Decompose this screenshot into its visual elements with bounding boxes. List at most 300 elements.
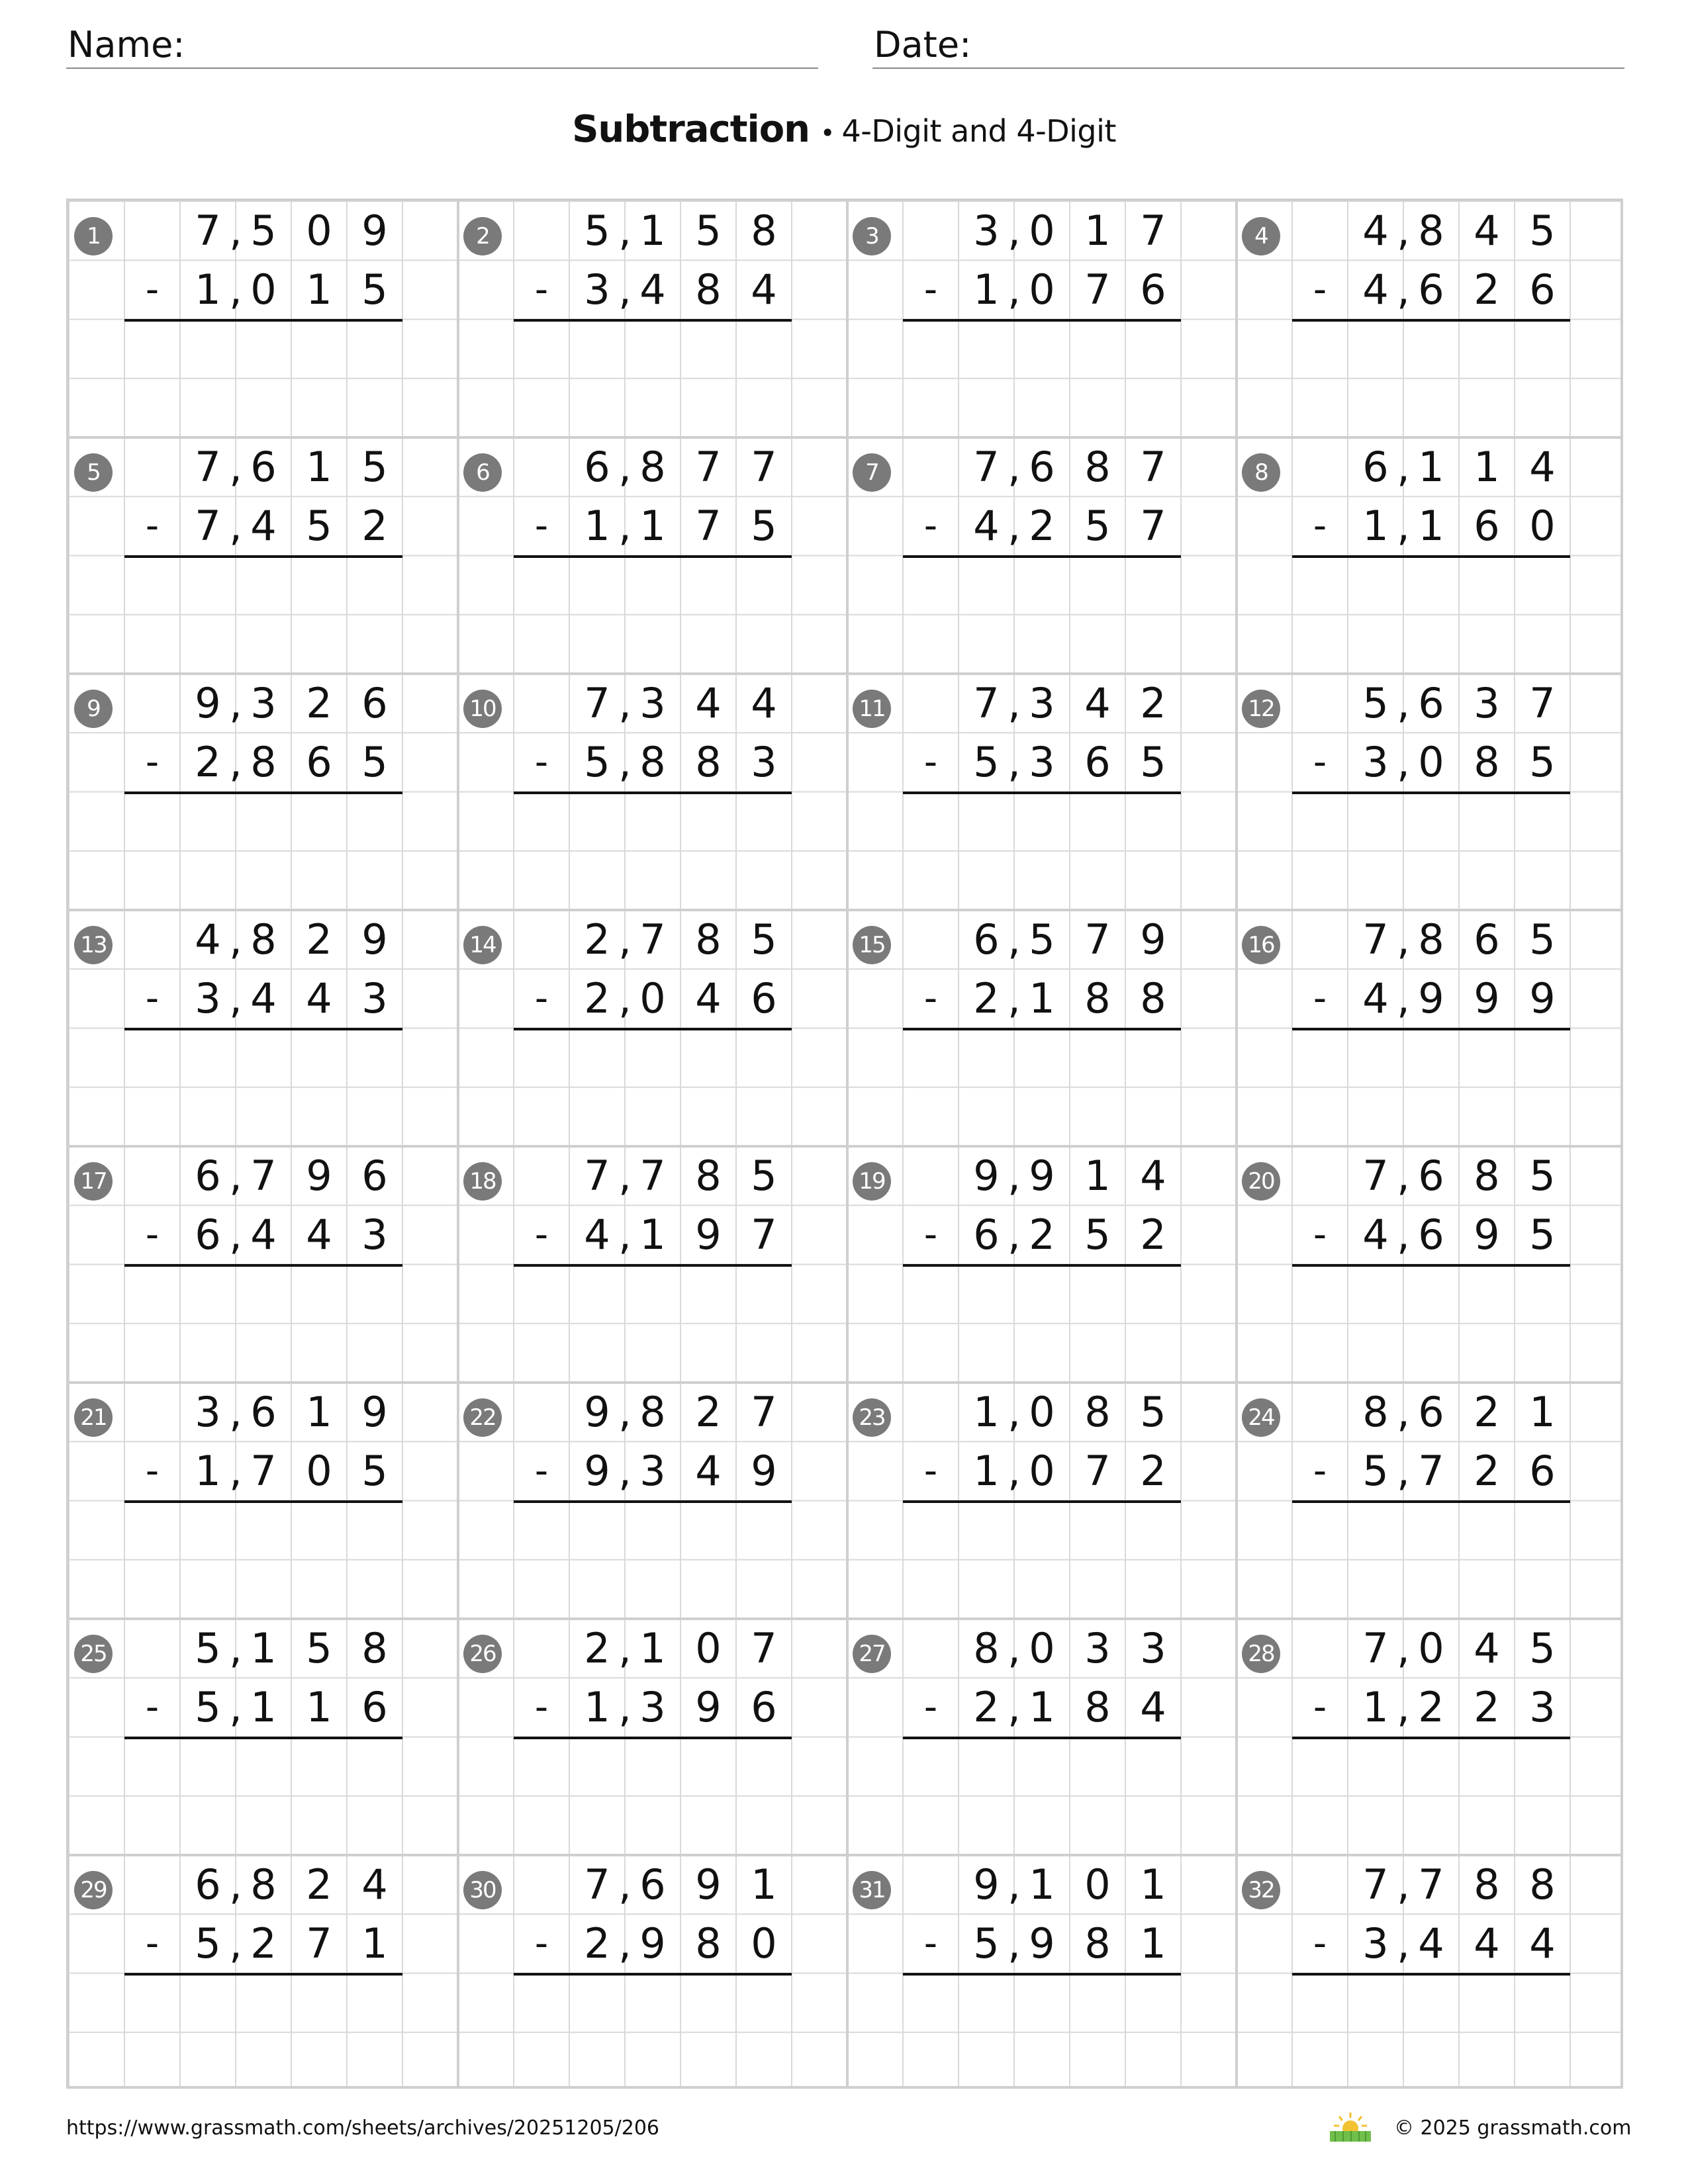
digit: 5: [1084, 1210, 1111, 1259]
title-main: Subtraction: [572, 108, 810, 151]
thousands-comma: ,: [618, 1447, 632, 1495]
minuend-row: [124, 1855, 402, 1914]
digit: 5: [1029, 915, 1055, 964]
digit: 3: [584, 265, 610, 314]
subtrahend-row: [124, 969, 402, 1030]
thousands-comma: ,: [618, 1683, 632, 1731]
problem-4: [1237, 201, 1626, 437]
subtrahend-row: [903, 969, 1181, 1030]
digit: 3: [195, 1388, 221, 1436]
digit: 7: [1084, 265, 1111, 314]
minus-sign: -: [1313, 268, 1327, 311]
digit: 1: [973, 265, 1000, 314]
problem-number-badge: 3: [853, 217, 891, 255]
date-label: Date:: [874, 24, 972, 66]
digit: 4: [639, 265, 666, 314]
subtrahend-row: [124, 1914, 402, 1976]
thousands-comma: ,: [229, 443, 242, 491]
minuend-row: [903, 1383, 1181, 1441]
digit: 1: [1029, 1683, 1055, 1731]
digit: 0: [1529, 502, 1556, 550]
problem-number-badge: 5: [74, 453, 113, 492]
digit: 8: [1529, 1860, 1556, 1909]
problem-21: [69, 1383, 458, 1619]
digit: 7: [1418, 1447, 1444, 1495]
digit: 1: [195, 1447, 221, 1495]
subtrahend-row: [1292, 496, 1570, 558]
digit: 1: [306, 443, 332, 491]
digit: 9: [973, 1152, 1000, 1200]
thousands-comma: ,: [1008, 1447, 1021, 1495]
thousands-comma: ,: [1397, 915, 1410, 964]
digit: 4: [306, 1210, 332, 1259]
thousands-comma: ,: [229, 502, 242, 550]
digit: 9: [751, 1447, 777, 1495]
digit: 7: [1362, 1624, 1389, 1672]
problem-number-badge: 26: [463, 1635, 502, 1673]
digit: 5: [584, 738, 610, 786]
digit: 2: [1140, 1447, 1166, 1495]
digit: 9: [1029, 1152, 1055, 1200]
digit: 6: [195, 1860, 221, 1909]
digit: 0: [639, 974, 666, 1023]
digit: 3: [1029, 738, 1055, 786]
thousands-comma: ,: [1008, 265, 1021, 314]
minuend-row: [124, 1146, 402, 1205]
minus-sign: -: [534, 268, 549, 311]
digit: 2: [1029, 502, 1055, 550]
digit: 2: [973, 1683, 1000, 1731]
digit: 5: [361, 1447, 388, 1495]
digit: 4: [361, 1860, 388, 1909]
problem-8: [1237, 437, 1626, 674]
digit: 7: [695, 502, 722, 550]
subtrahend-row: [514, 969, 792, 1030]
digit: 7: [973, 679, 1000, 727]
thousands-comma: ,: [1008, 738, 1021, 786]
thousands-comma: ,: [618, 1152, 632, 1200]
thousands-comma: ,: [229, 915, 242, 964]
digit: 5: [1529, 915, 1556, 964]
digit: 0: [1084, 1860, 1111, 1909]
minus-sign: -: [145, 504, 160, 547]
thousands-comma: ,: [1008, 915, 1021, 964]
digit: 3: [1029, 679, 1055, 727]
digit: 1: [1084, 206, 1111, 255]
digit: 0: [250, 265, 277, 314]
digit: 6: [1474, 915, 1500, 964]
minuend-row: [124, 1383, 402, 1441]
digit: 7: [584, 679, 610, 727]
problem-number-badge: 12: [1242, 690, 1280, 728]
digit: 4: [1418, 1919, 1444, 1968]
minus-sign: -: [145, 977, 160, 1020]
subtrahend-row: [124, 260, 402, 322]
digit: 9: [695, 1683, 722, 1731]
minuend-row: [1292, 437, 1570, 496]
digit: 8: [1418, 915, 1444, 964]
digit: 1: [1084, 1152, 1111, 1200]
digit: 4: [751, 679, 777, 727]
digit: 1: [361, 1919, 388, 1968]
digit: 6: [973, 915, 1000, 964]
problem-number-badge: 17: [74, 1162, 113, 1201]
digit: 9: [1140, 915, 1166, 964]
thousands-comma: ,: [618, 206, 632, 255]
digit: 5: [195, 1683, 221, 1731]
digit: 6: [1418, 1388, 1444, 1436]
digit: 7: [584, 1860, 610, 1909]
digit: 9: [695, 1210, 722, 1259]
digit: 6: [250, 1388, 277, 1436]
digit: 3: [1140, 1624, 1166, 1672]
digit: 2: [584, 974, 610, 1023]
digit: 4: [250, 974, 277, 1023]
thousands-comma: ,: [618, 679, 632, 727]
problem-18: [458, 1146, 847, 1383]
digit: 8: [1418, 206, 1444, 255]
problem-number-badge: 11: [853, 690, 891, 728]
digit: 1: [250, 1624, 277, 1672]
date-field[interactable]: [872, 20, 1624, 69]
digit: 8: [695, 1919, 722, 1968]
problem-28: [1237, 1619, 1626, 1855]
digit: 3: [1474, 679, 1500, 727]
name-field[interactable]: [66, 20, 818, 69]
thousands-comma: ,: [229, 1624, 242, 1672]
title-subtitle: 4-Digit and 4-Digit: [841, 113, 1116, 149]
digit: 4: [695, 974, 722, 1023]
digit: 4: [1362, 974, 1389, 1023]
digit: 0: [695, 1624, 722, 1672]
digit: 9: [695, 1860, 722, 1909]
subtrahend-row: [903, 496, 1181, 558]
digit: 1: [1362, 1683, 1389, 1731]
minus-sign: -: [1313, 1213, 1327, 1256]
digit: 5: [361, 443, 388, 491]
thousands-comma: ,: [1008, 1919, 1021, 1968]
digit: 7: [1140, 206, 1166, 255]
subtrahend-row: [903, 1914, 1181, 1976]
problem-13: [69, 910, 458, 1146]
digit: 1: [1362, 502, 1389, 550]
digit: 2: [1140, 1210, 1166, 1259]
digit: 6: [1474, 502, 1500, 550]
digit: 1: [639, 1624, 666, 1672]
minus-sign: -: [923, 977, 938, 1020]
problem-number-badge: 19: [853, 1162, 891, 1201]
digit: 6: [195, 1210, 221, 1259]
digit: 1: [639, 1210, 666, 1259]
thousands-comma: ,: [229, 738, 242, 786]
digit: 9: [639, 1919, 666, 1968]
problem-26: [458, 1619, 847, 1855]
subtrahend-row: [1292, 1205, 1570, 1267]
minus-sign: -: [145, 268, 160, 311]
minus-sign: -: [145, 1922, 160, 1965]
digit: 8: [639, 738, 666, 786]
digit: 4: [584, 1210, 610, 1259]
digit: 5: [695, 206, 722, 255]
subtrahend-row: [514, 260, 792, 322]
digit: 3: [639, 1683, 666, 1731]
minus-sign: -: [1313, 1449, 1327, 1492]
minuend-row: [514, 437, 792, 496]
subtrahend-row: [124, 1678, 402, 1739]
digit: 2: [695, 1388, 722, 1436]
digit: 1: [1529, 1388, 1556, 1436]
digit: 2: [584, 1919, 610, 1968]
digit: 6: [1418, 679, 1444, 727]
digit: 5: [195, 1919, 221, 1968]
digit: 6: [1418, 1210, 1444, 1259]
digit: 7: [1529, 679, 1556, 727]
digit: 4: [695, 679, 722, 727]
digit: 8: [695, 265, 722, 314]
digit: 5: [250, 206, 277, 255]
digit: 2: [1474, 1447, 1500, 1495]
minus-sign: -: [1313, 1922, 1327, 1965]
digit: 1: [1029, 974, 1055, 1023]
thousands-comma: ,: [229, 1683, 242, 1731]
digit: 6: [361, 1152, 388, 1200]
problem-number-badge: 21: [74, 1398, 113, 1437]
digit: 6: [751, 1683, 777, 1731]
digit: 4: [1140, 1683, 1166, 1731]
minus-sign: -: [923, 268, 938, 311]
subtrahend-row: [124, 1205, 402, 1267]
minuend-row: [903, 437, 1181, 496]
thousands-comma: ,: [1008, 974, 1021, 1023]
digit: 2: [361, 502, 388, 550]
digit: 8: [973, 1624, 1000, 1672]
minus-sign: -: [923, 1213, 938, 1256]
digit: 8: [1140, 974, 1166, 1023]
subtrahend-row: [903, 1441, 1181, 1503]
problem-number-badge: 6: [463, 453, 502, 492]
digit: 5: [1529, 1624, 1556, 1672]
digit: 5: [1362, 1447, 1389, 1495]
digit: 9: [584, 1388, 610, 1436]
problem-2: [458, 201, 847, 437]
digit: 7: [250, 1152, 277, 1200]
thousands-comma: ,: [229, 974, 242, 1023]
problem-number-badge: 2: [463, 217, 502, 255]
problem-number-badge: 15: [853, 926, 891, 964]
digit: 3: [639, 1447, 666, 1495]
digit: 4: [1529, 443, 1556, 491]
digit: 7: [751, 1388, 777, 1436]
problem-number-badge: 32: [1242, 1871, 1280, 1909]
digit: 4: [695, 1447, 722, 1495]
digit: 2: [250, 1919, 277, 1968]
thousands-comma: ,: [1008, 1388, 1021, 1436]
digit: 8: [1084, 1919, 1111, 1968]
minuend-row: [514, 201, 792, 260]
digit: 4: [1084, 679, 1111, 727]
minus-sign: -: [145, 1213, 160, 1256]
digit: 6: [195, 1152, 221, 1200]
problem-number-badge: 30: [463, 1871, 502, 1909]
digit: 8: [1474, 1860, 1500, 1909]
subtrahend-row: [1292, 733, 1570, 794]
digit: 3: [1362, 1919, 1389, 1968]
digit: 5: [1529, 738, 1556, 786]
problem-10: [458, 674, 847, 910]
thousands-comma: ,: [229, 679, 242, 727]
digit: 2: [306, 1860, 332, 1909]
problem-22: [458, 1383, 847, 1619]
digit: 5: [1362, 679, 1389, 727]
digit: 6: [306, 738, 332, 786]
thousands-comma: ,: [1008, 679, 1021, 727]
minuend-row: [1292, 1383, 1570, 1441]
digit: 1: [1140, 1919, 1166, 1968]
digit: 7: [751, 443, 777, 491]
digit: 0: [1029, 1447, 1055, 1495]
digit: 4: [195, 915, 221, 964]
digit: 7: [584, 1152, 610, 1200]
digit: 8: [250, 738, 277, 786]
digit: 0: [1029, 265, 1055, 314]
digit: 5: [1084, 502, 1111, 550]
digit: 6: [1529, 1447, 1556, 1495]
digit: 2: [306, 679, 332, 727]
digit: 3: [1529, 1683, 1556, 1731]
subtrahend-row: [1292, 1678, 1570, 1739]
digit: 3: [361, 974, 388, 1023]
digit: 4: [1474, 206, 1500, 255]
digit: 9: [195, 679, 221, 727]
minus-sign: -: [534, 741, 549, 784]
minus-sign: -: [534, 977, 549, 1020]
digit: 5: [1140, 1388, 1166, 1436]
digit: 4: [1362, 206, 1389, 255]
digit: 5: [1529, 1210, 1556, 1259]
subtrahend-row: [1292, 1914, 1570, 1976]
problem-number-badge: 22: [463, 1398, 502, 1437]
thousands-comma: ,: [1397, 1152, 1410, 1200]
digit: 6: [1362, 443, 1389, 491]
minus-sign: -: [923, 1922, 938, 1965]
digit: 2: [1474, 1388, 1500, 1436]
footer-url: https://www.grassmath.com/sheets/archives/20251205/206: [66, 2116, 660, 2140]
subtrahend-row: [903, 260, 1181, 322]
thousands-comma: ,: [229, 1447, 242, 1495]
minuend-row: [1292, 910, 1570, 969]
problem-number-badge: 8: [1242, 453, 1280, 492]
problem-3: [847, 201, 1237, 437]
thousands-comma: ,: [1397, 679, 1410, 727]
digit: 9: [1474, 1210, 1500, 1259]
minus-sign: -: [923, 1686, 938, 1729]
subtrahend-row: [1292, 969, 1570, 1030]
digit: 7: [695, 443, 722, 491]
thousands-comma: ,: [618, 1624, 632, 1672]
digit: 3: [1362, 738, 1389, 786]
digit: 3: [639, 679, 666, 727]
digit: 8: [1084, 974, 1111, 1023]
digit: 1: [639, 206, 666, 255]
digit: 6: [1084, 738, 1111, 786]
thousands-comma: ,: [1397, 1210, 1410, 1259]
digit: 8: [695, 738, 722, 786]
digit: 1: [751, 1860, 777, 1909]
subtrahend-row: [514, 1205, 792, 1267]
minus-sign: -: [145, 741, 160, 784]
digit: 7: [1140, 443, 1166, 491]
thousands-comma: ,: [618, 1388, 632, 1436]
digit: 8: [1084, 443, 1111, 491]
digit: 8: [639, 1388, 666, 1436]
thousands-comma: ,: [1397, 974, 1410, 1023]
digit: 8: [1084, 1683, 1111, 1731]
minuend-row: [514, 674, 792, 733]
minuend-row: [124, 201, 402, 260]
digit: 5: [306, 1624, 332, 1672]
digit: 9: [361, 915, 388, 964]
thousands-comma: ,: [618, 443, 632, 491]
digit: 4: [1140, 1152, 1166, 1200]
thousands-comma: ,: [229, 1210, 242, 1259]
minuend-row: [903, 1855, 1181, 1914]
worksheet-title: [0, 106, 1688, 162]
digit: 2: [1029, 1210, 1055, 1259]
digit: 3: [195, 974, 221, 1023]
digit: 1: [584, 502, 610, 550]
digit: 7: [751, 1210, 777, 1259]
digit: 0: [1418, 738, 1444, 786]
digit: 5: [1140, 738, 1166, 786]
digit: 2: [973, 974, 1000, 1023]
minuend-row: [124, 1619, 402, 1678]
digit: 1: [306, 1388, 332, 1436]
thousands-comma: ,: [1008, 1210, 1021, 1259]
subtrahend-row: [514, 1441, 792, 1503]
minuend-row: [124, 674, 402, 733]
problem-15: [847, 910, 1237, 1146]
digit: 4: [250, 502, 277, 550]
thousands-comma: ,: [618, 502, 632, 550]
problem-number-badge: 1: [74, 217, 113, 255]
digit: 6: [361, 679, 388, 727]
subtrahend-row: [903, 1205, 1181, 1267]
thousands-comma: ,: [1008, 1683, 1021, 1731]
problem-number-badge: 9: [74, 690, 113, 728]
digit: 4: [973, 502, 1000, 550]
digit: 8: [751, 206, 777, 255]
digit: 3: [361, 1210, 388, 1259]
digit: 1: [973, 1447, 1000, 1495]
minuend-row: [903, 201, 1181, 260]
minus-sign: -: [534, 1213, 549, 1256]
thousands-comma: ,: [1008, 1860, 1021, 1909]
minuend-row: [514, 1383, 792, 1441]
thousands-comma: ,: [618, 1860, 632, 1909]
minus-sign: -: [145, 1449, 160, 1492]
digit: 6: [361, 1683, 388, 1731]
problem-number-badge: 28: [1242, 1635, 1280, 1673]
minuend-row: [124, 437, 402, 496]
minuend-row: [514, 1855, 792, 1914]
minus-sign: -: [534, 1922, 549, 1965]
digit: 5: [1529, 1152, 1556, 1200]
worksheet-grid: [66, 199, 1623, 2089]
problem-23: [847, 1383, 1237, 1619]
problem-number-badge: 24: [1242, 1398, 1280, 1437]
subtrahend-row: [1292, 260, 1570, 322]
digit: 1: [1418, 443, 1444, 491]
